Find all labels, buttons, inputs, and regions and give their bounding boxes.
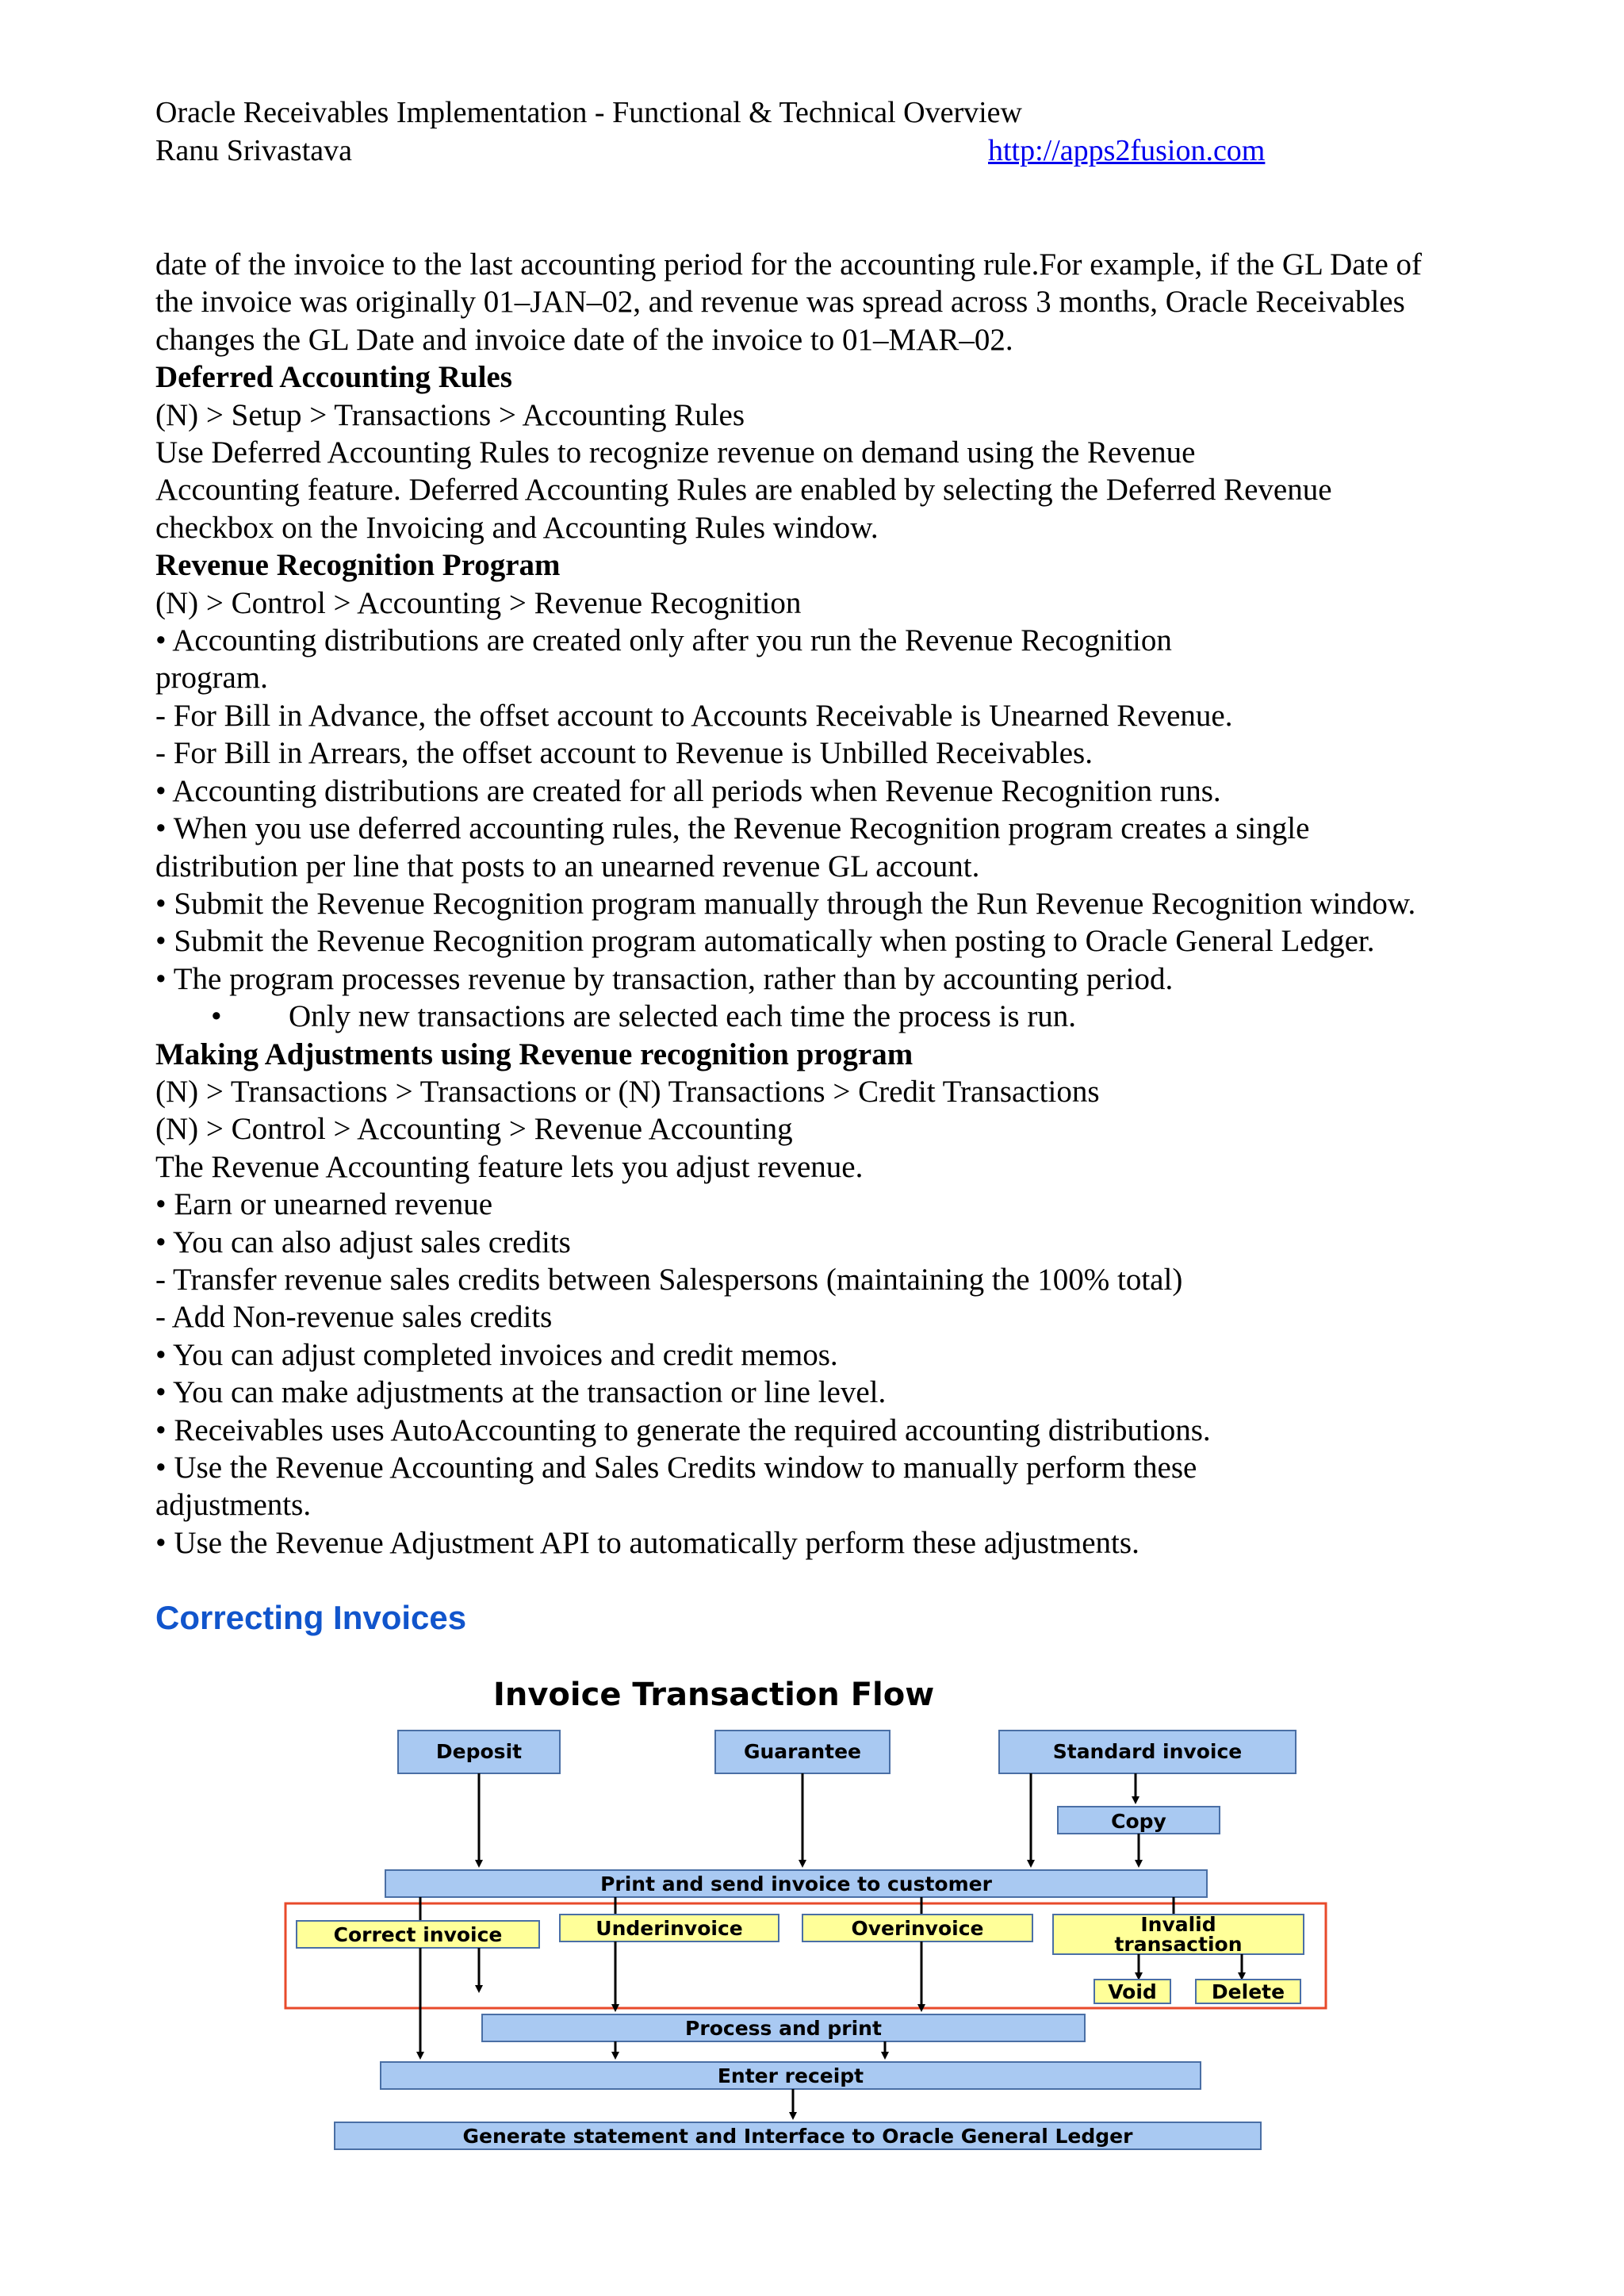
header-author: Ranu Srivastava xyxy=(155,134,353,167)
bullet-line: • You can also adjust sales credits xyxy=(155,1225,571,1259)
invoice-transaction-flow-diagram xyxy=(155,1665,1456,2157)
underinvoice-label: Underinvoice xyxy=(596,1917,743,1940)
overinvoice-label: Overinvoice xyxy=(851,1917,984,1940)
body-line: distribution per line that posts to an unearned revenue GL account. xyxy=(155,849,980,884)
correct-invoice-label: Correct invoice xyxy=(333,1923,503,1946)
body-line: The Revenue Accounting feature lets you adjust revenue. xyxy=(155,1149,864,1184)
bullet-line: • Use the Revenue Accounting and Sales Credits window to manually perform these xyxy=(155,1451,1197,1485)
process-and-print-label: Process and print xyxy=(685,2017,882,2040)
indented-bullet-line xyxy=(155,998,1519,1035)
dash-line: - For Bill in Arrears, the offset account to Revenue is Unbilled Receivables. xyxy=(155,736,1093,771)
delete-label: Delete xyxy=(1211,1980,1285,2003)
body-line: adjustments. xyxy=(155,1488,312,1523)
header-link[interactable]: http://apps2fusion.com xyxy=(988,134,1266,167)
body-line: date of the invoice to the last accounting period for the accounting rule.For example, if the GL Date of xyxy=(155,247,1423,282)
bullet-line: • Submit the Revenue Recognition program automatically when posting to Oracle General Ledger. xyxy=(155,924,1375,959)
heading-revenue-recognition-program: Revenue Recognition Program xyxy=(155,548,561,583)
bullet-line: • The program processes revenue by transaction, rather than by accounting period. xyxy=(155,961,1174,996)
dash-line: - Add Non-revenue sales credits xyxy=(155,1300,553,1335)
standard-invoice-label: Standard invoice xyxy=(1052,1740,1243,1763)
body-line: the invoice was originally 01–JAN–02, and revenue was spread across 3 months, Oracle Receivables xyxy=(155,285,1405,320)
dash-line: - For Bill in Advance, the offset account to Accounts Receivable is Unearned Revenue. xyxy=(155,698,1233,733)
body-line: program. xyxy=(155,661,268,696)
deposit-label: Deposit xyxy=(435,1740,523,1763)
heading-making-adjustments: Making Adjustments using Revenue recognition program xyxy=(155,1037,914,1071)
bullet-line: • Submit the Revenue Recognition program manually through the Run Revenue Recognition window. xyxy=(155,886,1416,921)
nav-path: (N) > Control > Accounting > Revenue Accounting xyxy=(155,1112,793,1147)
flow-svg xyxy=(155,1665,1456,2157)
bullet-line: • You can make adjustments at the transaction or line level. xyxy=(155,1375,887,1410)
nav-path: (N) > Control > Accounting > Revenue Recognition xyxy=(155,585,802,620)
nav-path: (N) > Setup > Transactions > Accounting Rules xyxy=(155,397,745,432)
bullet-line: • Accounting distributions are created only after you run the Revenue Recognition xyxy=(155,623,1172,658)
bullet-line: • Accounting distributions are created for all periods when Revenue Recognition runs. xyxy=(155,773,1221,808)
header-title: Oracle Receivables Implementation - Functional & Technical Overview xyxy=(155,96,1022,129)
bullet-line: • When you use deferred accounting rules, the Revenue Recognition program creates a single xyxy=(155,811,1310,846)
body-line: Accounting feature. Deferred Accounting Rules are enabled by selecting the Deferred Revenue xyxy=(155,473,1332,508)
dash-line: - Transfer revenue sales credits between Salespersons (maintaining the 100% total) xyxy=(155,1262,1183,1297)
nav-path: (N) > Transactions > Transactions or (N) Transactions > Credit Transactions xyxy=(155,1074,1100,1109)
section-title-correcting-invoices: Correcting Invoices xyxy=(155,1599,467,1636)
bullet-marker: • xyxy=(211,999,222,1034)
indented-bullet-text: Only new transactions are selected each time the process is run. xyxy=(289,999,1077,1034)
heading-deferred-accounting-rules: Deferred Accounting Rules xyxy=(155,360,512,395)
enter-receipt-label: Enter receipt xyxy=(717,2064,864,2087)
guarantee-label: Guarantee xyxy=(743,1740,862,1763)
body-line: changes the GL Date and invoice date of the invoice to 01–MAR–02. xyxy=(155,322,1013,357)
body-text xyxy=(155,246,1519,1562)
bullet-line: • Earn or unearned revenue xyxy=(155,1187,493,1222)
copy-label: Copy xyxy=(1111,1810,1166,1833)
bullet-line: • Receivables uses AutoAccounting to generate the required accounting distributions. xyxy=(155,1412,1211,1447)
void-label: Void xyxy=(1108,1980,1157,2003)
bullet-line: • You can adjust completed invoices and credit memos. xyxy=(155,1337,838,1372)
print-and-send-label: Print and send invoice to customer xyxy=(600,1872,992,1895)
invalid-label-line1: Invalid xyxy=(1140,1913,1216,1936)
bullet-line: • Use the Revenue Adjustment API to automatically perform these adjustments. xyxy=(155,1525,1139,1560)
invalid-label-line2: transaction xyxy=(1114,1933,1243,1956)
diagram-title: Invoice Transaction Flow xyxy=(493,1677,935,1713)
body-line: checkbox on the Invoicing and Accounting Rules window. xyxy=(155,510,879,545)
generate-statement-label: Generate statement and Interface to Oracle General Ledger xyxy=(462,2125,1133,2148)
body-line: Use Deferred Accounting Rules to recognize revenue on demand using the Revenue xyxy=(155,435,1196,470)
